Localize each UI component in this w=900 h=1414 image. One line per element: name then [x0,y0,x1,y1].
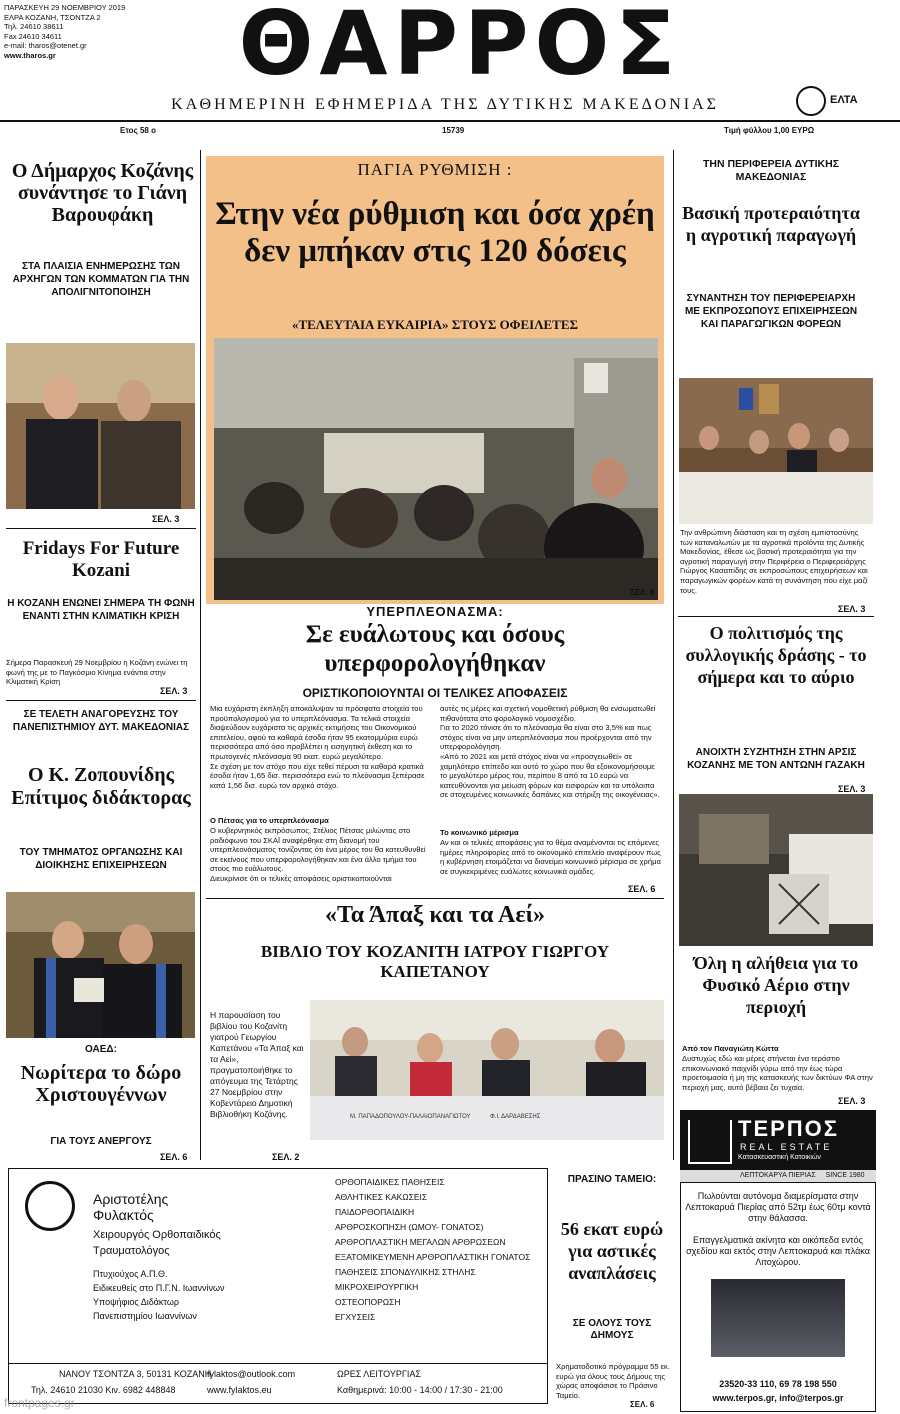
elta-logo: ΕΛΤΑ [830,94,858,106]
page-ref: ΣΕΛ. 3 [838,1096,866,1106]
story-text: Αν και οι τελικές αποφάσεις για το θέμα αναμένονται τις επόμενες ημέρες πληροφορίες από το οικονομικό επιτελείο αναφέρουν πως η κυβέρνηση ετοιμάζεται να διανείμει κοινωνικό μέρισμα σε χρήμα σε συγκεκριμένες ευάλωτες κοινωνικά ομάδες. [440,838,661,876]
address: ΕΛΡΑ ΚΟΖΑΝΗ, ΤΣΟΝΤΖΑ 2 [4,12,101,22]
story-text: Την ανθρώπινη διάσταση και τη σχέση εμπιστοσύνης των καταναλωτών με τα αγροτικά προϊόντα της Δυτικής Μακεδονίας, έθεσε ως βασική προτεραιότητα για την αγροτική παραγωγή στην Περιφέρεια ο Περιφερειάρχης Γιώργος Κασαπίδης σε εκπροσώπους επιχειρήσεων και παραγωγικών φορέων κατά τη συνάντηση που είχε μαζί τους. [680,528,868,595]
page-ref: ΣΕΛ. 2 [272,1152,300,1162]
seal-icon [796,86,826,116]
page-ref: ΣΕΛ. 3 [152,514,180,524]
terpos-logo-icon [688,1120,732,1164]
story-title: Βασική προτεραιότητα η αγροτική παραγωγή [682,203,860,245]
hours-label: ΩΡΕΣ ΛΕΙΤΟΥΡΓΙΑΣ [337,1369,421,1379]
column-rule [673,150,674,1160]
doctor-ad[interactable] [8,1168,548,1404]
story-subtitle: Η ΚΟΖΑΝΗ ΕΝΩΝΕΙ ΣΗΜΕΡΑ ΤΗ ΦΩΝΗ ΕΝΑΝΤΙ ΣΤΗΝ ΚΛΙΜΑΤΙΚΗ ΚΡΙΣΗ [7,598,195,622]
story-subtitle: ΤΟΥ ΤΜΗΜΑΤΟΣ ΟΡΓΑΝΩΣΗΣ ΚΑΙ ΔΙΟΙΚΗΣΗΣ ΕΠΙΧΕΙΡΗΣΕΩΝ [19,847,183,871]
divider [9,1363,547,1364]
varoufakis-photo [6,343,195,509]
nameplate: Φ.Ι. ΔΑΡΔΑΒΕΣΗΣ [490,1114,541,1120]
doctor-logo-icon [25,1181,75,1231]
story-text: Μια ευχάριστη έκπληξη αποκάλυψαν τα πρόσφατα στοιχεία του προϋπολογισμού για το υπερπλεόνασμα. Τα τελικά στοιχεία διαψεύδουν ευχάριστα τις αρχικές εκτιμήσεις του Οικονομικού επιτελείου, αφού τα καθαρά έσοδα ήταν 95 εκατομμύρια ευρώ περισσότερα από όσο προβλέπει η εισηγητική έκθεση και το πρωτογενές πλεόνασμα 90 εκατ. ευρώ μεγαλύτερο. Σε σχέση με τον στόχο που είχε τεθεί πέρυσι τα καθαρά κρατικά έσοδα ήταν 1,65 δισ. περισσότερα ενώ το πλεόνασμα ξεπέρασε κατά 1,56 δισ. ευρώ τον αρχικό στόχο. [210,704,425,790]
story-text: Δυστυχώς εδώ και μέρες στήνεται ένα τεράστιο επικοινωνιακό παιχνίδι γύρω από την έως τώρα προετοιμασία ή μη της κατασκευής των δικτύων ΦΑ στην περιοχή μας, αυτό βέβαια ζει τυχαία. [682,1054,873,1092]
page-ref: ΣΕΛ. 6 [160,1152,188,1162]
section-heading: Το κοινωνικό μέρισμα [440,828,519,837]
story-subtitle: ΣΥΝΑΝΤΗΣΗ ΤΟΥ ΠΕΡΙΦΕΡΕΙΑΡΧΗ ΜΕ ΕΚΠΡΟΣΩΠΟΥΣ ΕΠΙΧΕΙΡΗΣΕΩΝ ΚΑΙ ΠΑΡΑΓΩΓΙΚΩΝ ΦΟΡΕΩΝ [684,293,858,330]
doctor-credential: Πανεπιστημίου Ιωαννίνων [93,1311,197,1321]
newspaper-subtitle: ΚΑΘΗΜΕΡΙΝΗ ΕΦΗΜΕΡΙΔΑ ΤΗΣ ΔΥΤΙΚΗΣ ΜΑΚΕΔΟΝΙΑΣ [171,96,719,113]
story-title: Όλη η αλήθεια για το Φυσικό Αέριο στην περιοχή [693,953,859,1017]
watermark: frontpages.gr [4,1396,75,1410]
issue-date: ΠΑΡΑΣΚΕΥΗ 29 ΝΟΕΜΒΡΙΟΥ 2019 [4,3,126,12]
terpos-text: Πωλούνται αυτόνομα διαμερίσματα στην Λεπτοκαρυά Πιερίας από 52τμ έως 60τμ κοντά στην θάλασσα. [685,1191,871,1223]
terpos-location: ΛΕΠΤΟΚΑΡΥΑ ΠΙΕΡΙΑΣ [740,1172,816,1179]
story-kicker: ΠΑΓΙΑ ΡΥΘΜΙΣΗ : [357,160,513,179]
story-title: Σε ευάλωτους και όσους υπερφορολογήθηκαν [305,621,565,677]
book-presentation-photo [310,1000,664,1140]
story-text: Χρηματοδοτικό πρόγραμμα 55 εκ. ευρώ για όλους τους Δήμους της χώρας αποφάσισε το Πράσινο Ταμείο. [556,1362,670,1400]
services-list [335,1175,530,1325]
story-kicker: ΣΕ ΤΕΛΕΤΗ ΑΝΑΓΟΡΕΥΣΗΣ ΤΟΥ ΠΑΝΕΠΙΣΤΗΜΙΟΥ ΔΥΤ. ΜΑΚΕΔΟΝΙΑΣ [12,709,190,733]
service-item: ΑΡΘΡΟΣΚΟΠΗΣΗ (ΩΜΟΥ- ΓΟΝΑΤΟΣ) [335,1222,484,1232]
story-title: Νωρίτερα το δώρο Χριστουγέννων [20,1062,182,1106]
story-kicker: ΤΗΝ ΠΕΡΙΦΕΡΕΙΑ ΔΥΤΙΚΗΣ ΜΑΚΕΔΟΝΙΑΣ [702,158,840,183]
doctor-first-name: Αριστοτέλης [93,1191,169,1207]
page-ref: ΣΕΛ. 6 [630,588,655,597]
arsis-building-photo [679,794,873,946]
service-item: ΠΑΙΔΟΡΘΟΠΑΙΔΙΚΗ [335,1207,415,1217]
doctor-address: ΝΑΝΟΥ ΤΣΟΝΤΖΑ 3, 50131 ΚΟΖΑΝΗ [59,1369,212,1379]
story-text: Ο κυβερνητικός εκπρόσωπος, Στέλιος Πέτσας μιλώντας στο ραδιόφωνο του ΣΚΑΪ αναφέρθηκε στη διανομή του υπερπλεονάσματος τονίζοντας ότι ένα μέρος του θα κατευθυνθεί σε εκείνους που υπερφορολογήθηκαν και ένα άλλο τμήμα του στους πιο ευάλωτους. Διευκρίνισε ότι οι τελικές αποφάσεις οριστικοποιούνται [210,826,426,883]
service-item: ΟΡΘΟΠΑΙΔΙΚΕΣ ΠΑΘΗΣΕΙΣ [335,1177,445,1187]
page-ref: ΣΕΛ. 3 [838,784,866,794]
doctor-credential: Πτυχιούχος Α.Π.Θ. [93,1269,168,1279]
hours: Καθημερινά: 10:00 - 14:00 / 17:30 - 21:00 [337,1385,503,1395]
story-kicker: ΥΠΕΡΠΛΕΟΝΑΣΜΑ: [366,604,504,619]
masthead-info [4,3,144,60]
divider [678,616,874,617]
story-text: Σήμερα Παρασκευή 29 Νοεμβρίου η Κοζάνη ενώνει τη φωνή της με το Παγκόσμιο Κίνημα ενάντια στην Κλιματική Κρίση [6,658,188,687]
story-subtitle: ΓΙΑ ΤΟΥΣ ΑΝΕΡΓΟΥΣ [50,1136,152,1147]
service-item: ΕΓΧΥΣΕΙΣ [335,1312,376,1322]
doctor-last-name: Φυλακτός [93,1207,154,1223]
nameplate: Μ. ΠΑΠΑΔΟΠΟΥΛΟΥ-ΠΑΛΑΙΟΠΑΝΑΓΙΩΤΟΥ [350,1114,471,1120]
terpos-text: Επαγγελματικά ακίνητα και οικόπεδα εντός σχεδίου και εκτός στην Λεπτοκαρυά και πλάκα Λιτοχώρου. [686,1235,870,1267]
terpos-building-image [711,1279,845,1357]
page-ref: ΣΕΛ. 3 [838,604,866,614]
terpos-company: Κατασκευαστική Κατοικιών [738,1154,821,1161]
honorary-doctorate-photo [6,892,195,1038]
story-title: Ο Δήμαρχος Κοζάνης συνάντησε το Γιάνη Βαρουφάκη [11,160,194,226]
story-title: Ο πολιτισμός της συλλογικής δράσης - το σήμερα και το αύριο [685,623,867,687]
story-subtitle: ΒΙΒΛΙΟ ΤΟΥ ΚΟΖΑΝΙΤΗ ΙΑΤΡΟΥ ΓΙΩΡΓΟΥ ΚΑΠΕΤΑΝΟΥ [260,942,610,981]
section-heading: Ο Πέτσας για το υπερπλεόνασμα [210,816,329,825]
story-title: Ο Κ. Ζοπουνίδης Επίτιμος διδάκτορας [11,764,191,809]
doctor-specialty: Τραυματολόγος [93,1245,170,1257]
service-item: ΟΣΤΕΟΠΟΡΩΣΗ [335,1297,401,1307]
doctor-credential: Ειδικευθείς στο Π.Γ.Ν. Ιωαννίνων [93,1283,225,1293]
lead-headline: Στην νέα ρύθμιση και όσα χρέη δεν μπήκαν στις 120 δόσεις [215,196,655,269]
terpos-phones: 23520-33 110, 69 78 198 550 [719,1379,837,1389]
website: www.tharos.gr [4,50,56,60]
doctor-credential: Υποψήφιος Διδάκτωρ [93,1297,179,1307]
service-item: ΠΑΘΗΣΕΙΣ ΣΠΟΝΔΥΛΙΚΗΣ ΣΤΗΛΗΣ [335,1267,476,1277]
terpos-web: www.terpos.gr, info@terpos.gr [712,1393,844,1403]
terpos-since: SINCE 1980 [825,1172,865,1179]
terpos-strip [680,1170,876,1182]
page-ref: ΣΕΛ. 3 [160,686,188,696]
story-subtitle: ΣΕ ΟΛΟΥΣ ΤΟΥΣ ΔΗΜΟΥΣ [572,1318,652,1341]
doctor-email[interactable]: fylaktos@outlook.com [207,1369,296,1379]
divider [6,528,196,529]
price: Τιμή φύλλου 1,00 ΕΥΡΩ [724,126,815,135]
story-subtitle: ΑΝΟΙΧΤΗ ΣΥΖΗΤΗΣΗ ΣΤΗΝ ΑΡΣΙΣ ΚΟΖΑΝΗΣ ΜΕ ΤΟΝ ΑΝΤΩΝΗ ΓΑΖΑΚΗ [687,747,865,771]
telephone: Τηλ. 24610 38611 [4,22,64,31]
divider [6,700,196,701]
column-rule [200,150,201,1160]
story-text: αυτές τις μέρες και σχετική νομοθετική ρύθμιση θα ενσωματωθεί πιθανότατα στο φορολογικό νομοσχέδιο. Για το 2020 τόνισε ότι το πλεόνασμα θα είναι στο 3,5% και πως στόχος είναι να μην υπερπλεόνασμα που προέρχονται από την υπερφορολόγηση. «Από το 2021 και μετά στόχος είναι να «προσγειωθεί» σε χαμηλότερο επίπεδο και αυτό το χώρο που θα εξοικονομήσουμε το μεγαλύτερο μέρος του, περίπου 8 από τα 10 ευρώ να κατευθύνονται για μείωση φόρων και εισφορών και τα υπόλοιπα σε στοχευμένες κοινωνικές δαπάνες και στήριξη της οικογένειας». [440,704,660,800]
story-kicker: ΟΑΕΔ: [85,1044,117,1055]
service-item: ΜΙΚΡΟΧΕΙΡΟΥΡΓΙΚΗ [335,1282,419,1292]
doctor-web[interactable]: www.fylaktos.eu [207,1385,272,1395]
service-item: ΑΘΛΗΤΙΚΕΣ ΚΑΚΩΣΕΙΣ [335,1192,428,1202]
service-item: ΕΞΑΤΟΜΙΚΕΥΜΕΝΗ ΑΡΘΡΟΠΛΑΣΤΙΚΗ ΓΟΝΑΤΟΣ [335,1252,531,1262]
fax: Fax 24610 34611 [4,31,62,41]
story-title: «Τα Άπαξ και τα Αεί» [324,902,546,928]
masthead-rule [0,120,900,122]
terpos-body [680,1182,876,1412]
story-subtitle: ΟΡΙΣΤΙΚΟΠΟΙΟΥΝΤΑΙ ΟΙ ΤΕΛΙΚΕΣ ΑΠΟΦΑΣΕΙΣ [302,686,568,700]
story-author: Από τον Παναγιώτη Κώττα [682,1044,779,1053]
service-item: ΑΡΘΡΟΠΛΑΣΤΙΚΗ ΜΕΓΑΛΩΝ ΑΡΘΡΩΣΕΩΝ [335,1237,506,1247]
doctor-specialty: Χειρουργός Ορθοπαιδικός [93,1229,221,1241]
year-label: Ετος 58 ο [120,126,156,135]
issue-number: 15739 [442,126,465,135]
story-text: Η παρουσίαση του βιβλίου του Κοζανίτη γιατρού Γεωργίου Καπετάνου «Τα Άπαξ και τα Αεί», πραγματοποιήθηκε το απόγευμα της Τετάρτης 27 Νοεμβρίου στην Κοβεντάρειο Δημοτική Βιβλιοθήκη Κοζάνης. [210,1010,304,1119]
story-title: 56 εκατ ευρώ για αστικές αναπλάσεις [560,1219,664,1283]
doctor-phones: Τηλ. 24610 21030 Κιν. 6982 448848 [31,1385,176,1395]
page-ref: ΣΕΛ. 6 [628,884,656,894]
divider [206,898,664,899]
story-subtitle: ΣΤΑ ΠΛΑΙΣΙΑ ΕΝΗΜΕΡΩΣΗΣ ΤΩΝ ΑΡΧΗΓΩΝ ΤΩΝ ΚΟΜΜΑΤΩΝ ΓΙΑ ΤΗΝ ΑΠΟΛΙΓΝΙΤΟΠΟΙΗΣΗ [12,261,190,298]
tax-office-photo [214,338,658,600]
newspaper-title: ΘΑΡΡΟΣ [238,0,682,95]
story-subtitle: «ΤΕΛΕΥΤΑΙΑ ΕΥΚΑΙΡΙΑ» ΣΤΟΥΣ ΟΦΕΙΛΕΤΕΣ [291,317,579,332]
terpos-brand: ΤΕΡΠΟΣ [738,1116,839,1141]
story-title: Fridays For Future Kozani [22,538,180,581]
email: e-mail: tharos@otenet.gr [4,41,87,50]
story-kicker: ΠΡΑΣΙΝΟ ΤΑΜΕΙΟ: [567,1174,657,1185]
regional-meeting-photo [679,378,873,524]
page-ref: ΣΕΛ. 6 [630,1400,655,1409]
terpos-tag: REAL ESTATE [740,1142,833,1152]
